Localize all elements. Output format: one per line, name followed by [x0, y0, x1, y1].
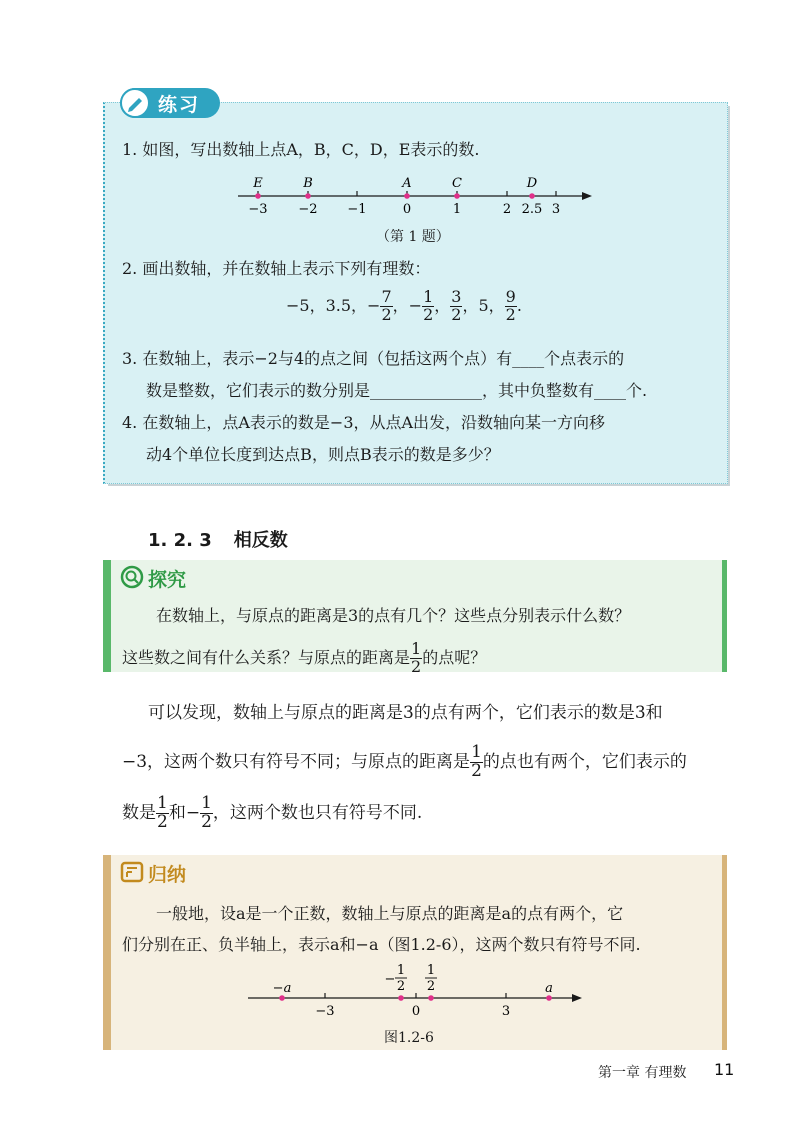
body-line-3: 数是 $\frac{1}{2}$ 和− $\frac{1}{2}$ ，这两个数也只有符号不同.	[122, 793, 423, 832]
explore-left-bar	[103, 560, 111, 672]
fraction-1-2: $\frac{1}{2}$	[201, 793, 212, 832]
figure-caption-1: （第 1 题）	[376, 229, 450, 245]
page-number: 11	[714, 1060, 735, 1079]
number-line-1	[230, 170, 600, 222]
point-neg-a	[279, 995, 285, 1001]
question-2-number-list: −5，3.5，− $\frac{7}{2}$ ，− $\frac{1}{2}$ ， $\frac{3}{2}$ ，5， $\frac{9}{2}$ .	[286, 287, 522, 324]
summary-title: 归纳	[148, 864, 187, 886]
tick-label-minus-2: −2	[298, 202, 318, 217]
fraction-1-2: $\frac{1}{2}$	[423, 287, 434, 324]
summary-left-bar	[103, 855, 111, 1050]
label-A: A	[402, 176, 412, 191]
body-line-1: 可以发现，数轴上与原点的距离是3的点有两个，它们表示的数是3和	[148, 703, 663, 723]
fraction-1-2: $\frac{1}{2}$	[411, 639, 422, 676]
label-neg-a: −a	[272, 981, 292, 996]
question-3-line-1: 3. 在数轴上，表示−2与4的点之间（包括这两个点）有____个点表示的	[122, 349, 625, 368]
explore-line-2: 这些数之间有什么关系？与原点的距离是 $\frac{1}{2}$ 的点呢？	[122, 639, 487, 676]
point-half	[428, 995, 434, 1001]
figure-caption-2: 图1.2-6	[384, 1030, 434, 1046]
label-D: D	[526, 176, 538, 191]
point-C	[454, 193, 460, 199]
magnifier-icon	[120, 565, 144, 589]
tick-label-2: 2	[502, 202, 512, 217]
explore-title: 探究	[148, 569, 187, 591]
summary-line-2: 们分别在正、负半轴上，表示a和−a（图1.2-6），这两个数只有符号不同.	[122, 935, 641, 954]
section-number: 1. 2. 3	[148, 530, 212, 551]
summary-right-bar	[722, 855, 727, 1050]
exercise-title: 练习	[158, 94, 201, 116]
question-2: 2. 画出数轴，并在数轴上表示下列有理数：	[122, 259, 431, 278]
label-half-den: 2	[426, 979, 436, 994]
body-line-2: −3，这两个数只有符号不同；与原点的距离是 $\frac{1}{2}$ 的点也有两个，它们表示的	[122, 742, 687, 781]
label-E: E	[253, 176, 263, 191]
label-C: C	[452, 176, 462, 191]
summary-line-1: 一般地，设a是一个正数，数轴上与原点的距离是a的点有两个，它	[156, 904, 624, 923]
fraction-9-2: $\frac{9}{2}$	[505, 287, 516, 324]
fraction-7-2: $\frac{7}{2}$	[381, 287, 392, 324]
tick-label-minus-3: −3	[248, 202, 268, 217]
label-neg-half-num: 1	[396, 963, 406, 978]
point-A	[404, 193, 410, 199]
point-E	[255, 193, 261, 199]
tick-label-minus-3: −3	[315, 1004, 335, 1019]
tick-label-3: 3	[551, 202, 561, 217]
label-a: a	[545, 981, 553, 996]
number-line-2	[240, 962, 590, 1024]
tick-label-1: 1	[452, 202, 462, 217]
point-D	[529, 193, 535, 199]
tick-label-0: 0	[411, 1004, 421, 1019]
section-heading	[148, 526, 288, 552]
label-B: B	[303, 176, 313, 191]
question-3-line-2: 数是整数，它们表示的数分别是______________，其中负整数有____个.	[146, 381, 648, 400]
explore-line-1: 在数轴上，与原点的距离是3的点有几个？这些点分别表示什么数？	[156, 606, 631, 625]
fraction-1-2: $\frac{1}{2}$	[471, 742, 482, 781]
tick-label-0: 0	[402, 202, 412, 217]
tick-label-2-5: 2.5	[521, 202, 543, 217]
question-1: 1. 如图，写出数轴上点A，B，C，D，E表示的数.	[122, 140, 480, 159]
point-a	[546, 995, 552, 1001]
point-neg-half	[398, 995, 404, 1001]
axis-arrow	[572, 994, 582, 1002]
tick-label-minus-1: −1	[347, 202, 367, 217]
section-title: 相反数	[233, 530, 288, 551]
axis-arrow	[582, 192, 592, 200]
label-neg-half-den: 2	[396, 979, 406, 994]
question-4-line-2: 动4个单位长度到达点B，则点B表示的数是多少？	[146, 445, 500, 464]
fraction-1-2: $\frac{1}{2}$	[157, 793, 168, 832]
point-B	[305, 193, 311, 199]
chapter-footer: 第一章 有理数	[598, 1065, 687, 1081]
explore-right-bar	[722, 560, 727, 672]
book-icon	[120, 860, 144, 884]
label-half-num: 1	[426, 963, 436, 978]
tick-label-3: 3	[501, 1004, 511, 1019]
question-4-line-1: 4. 在数轴上，点A表示的数是−3，从点A出发，沿数轴向某一方向移	[122, 413, 606, 432]
label-neg-half-sign: −	[384, 972, 396, 987]
pencil-icon	[120, 88, 150, 118]
fraction-3-2: $\frac{3}{2}$	[451, 287, 462, 324]
